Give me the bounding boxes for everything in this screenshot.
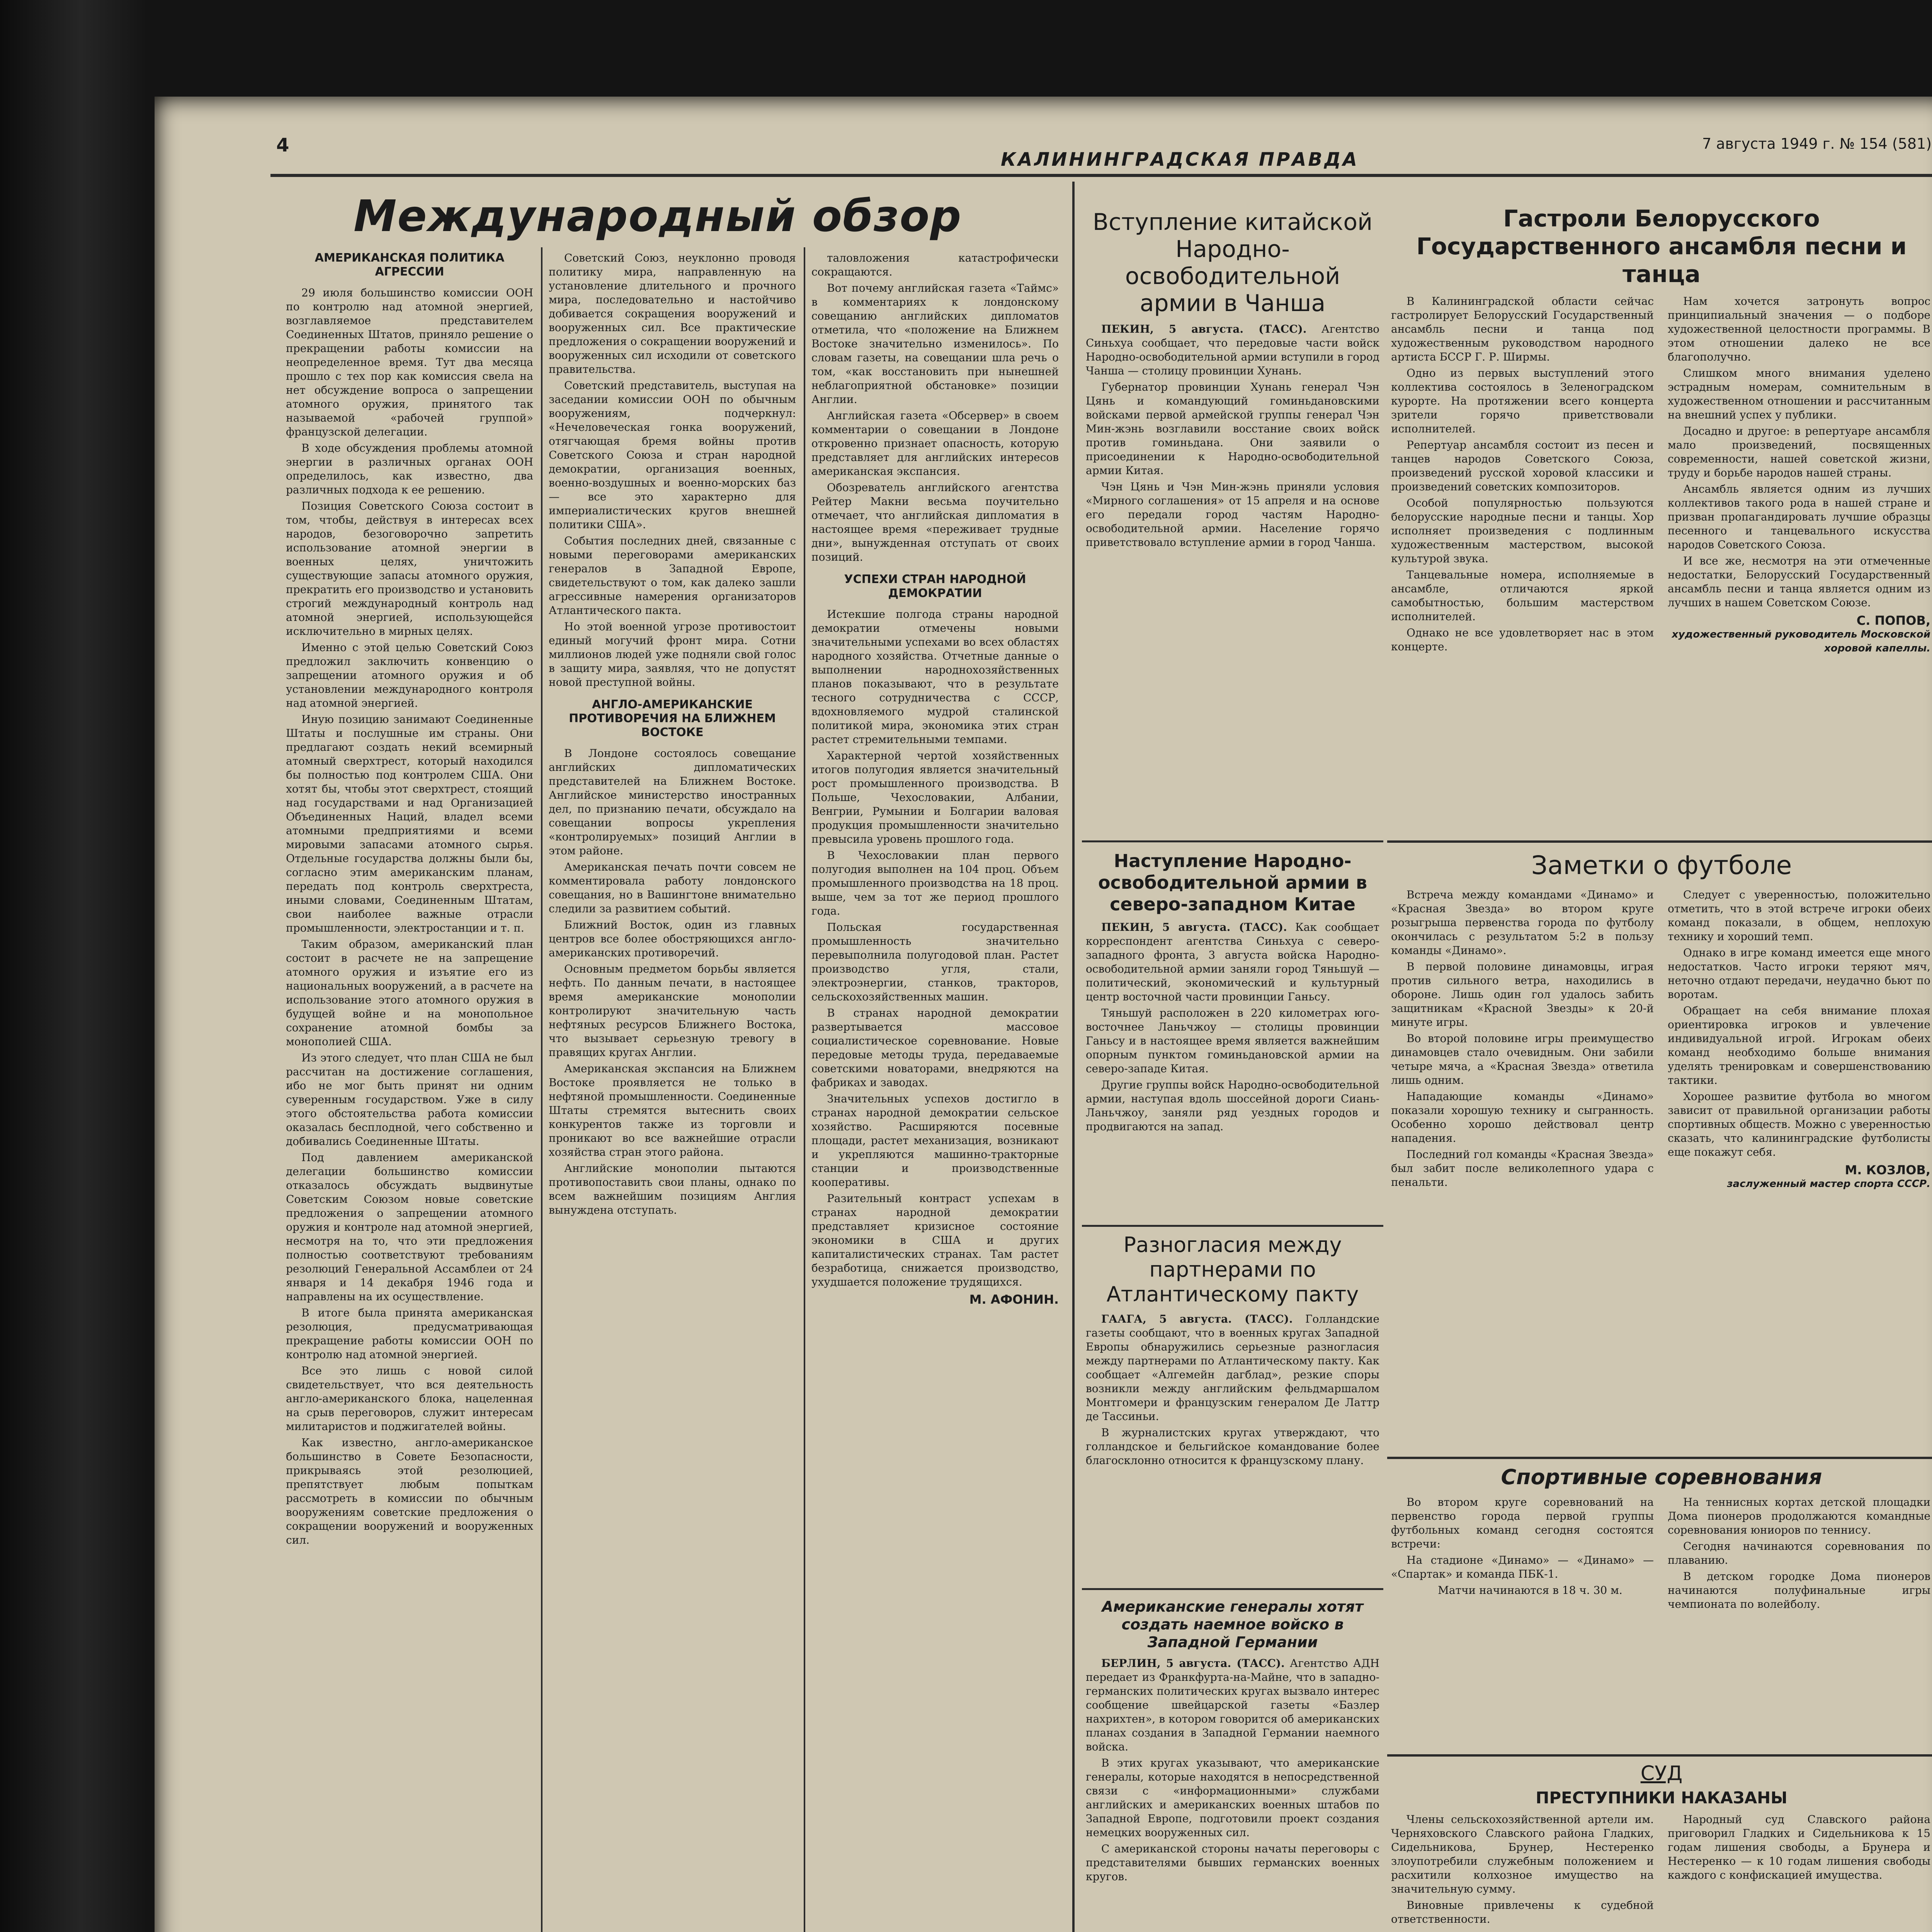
court-body-1: Члены сельскохозяйственной артели им. Черняховского Славского района Гладких, Сидельникова, Брунер, Нестеренко злоупотребили служебным положением и расхитили колхозное имущество на значительную сумму. Виновные привлечены к судебной ответственности.: [1391, 1813, 1654, 1925]
football-title: Заметки о футболе: [1531, 850, 1792, 880]
review-body-3: В Лондоне состоялось совещание английских дипломатических представителей на Ближнем Востоке. Английское министерство иностранных дел, по признанию печати, обсуждало на совещании вопросы укрепления «контролируемых» позиций Англии в этом районе. Американская печать почти совсем не комментировала работу лондонского совещания, но в Вашингтоне внимательно следили за развитием событий. Ближний Восток, один из главных центров все более обостряющихся англо-американских противоречий. Основным предметом борьбы является нефть. По данным печати, в настоящее время американские монополии контролируют значительную часть нефтяных ресурсов Ближнего Востока, что вызывает серьезную тревогу в правящих кругах Англии. Американская экспансия на Ближнем Востоке проявляется не только в нефтяной промышленности. Соединенные Штаты стремятся вытеснить своих конкурентов также из торговли и проникают во все важнейшие отрасли хозяйства стран этого района. Английские монополии пытаются противопоставить свои планы, однако по всем важнейшим позициям Англия вынуждена отступать.: [549, 747, 796, 1216]
football-author: М. КОЗЛОВ,: [1845, 1163, 1930, 1177]
football-body-1: Встреча между командами «Динамо» и «Красная Звезда» во втором круге розыгрыша первенства города по футболу окончилась с результатом 5:2 в пользу команды «Динамо». В первой половине динамовцы, играя против сильного ветра, находились в обороне. Лишь один гол удалось забить защитникам «Красной Звезды» к 20-й минуте игры. Во второй половине игры преимущество динамовцев стало очевидным. Они забили четыре мяча, а «Красная Звезда» ответила лишь одним. Нападающие команды «Динамо» показали хорошую технику и сыгранность. Особенно хорошо действовал центр нападения. Последний гол команды «Красная Звезда» был забит после великолепного удара с пенальти.: [1391, 888, 1654, 1189]
court-article: [1391, 1762, 1932, 1929]
football-body-2: Следует с уверенностью, положительно отметить, что в этой встрече игроки обеих команд показали, в общем, неплохую технику и хороший темп. Однако в игре команд имеется еще много недостатков. Часто игроки теряют мяч, неточно отдают передачи, неудачно бьют по воротам. Обращает на себя внимание плохая ориентировка игроков и увлечение индивидуальной игрой. Игрокам обеих команд необходимо больше внимания уделять тренировкам и совершенствованию тактики. Хорошее развитие футбола во многом зависит от правильной организации работы спортивных обществ. Можно с уверенностью сказать, что калининградские футболисты еще покажут себя. М. КОЗЛОВ, заслуженный мастер спорта СССР.: [1668, 888, 1930, 1192]
belarus-body-2: Нам хочется затронуть вопрос принципиальный значения — о подборе художественной целостности программы. В этом отношении далеко не все благополучно. Слишком много внимания уделено эстрадным номерам, сомнительным в художественном отношении и рассчитанным на внешний успех у публики. Досадно и другое: в репертуаре ансамбля мало произведений, посвященных современности, нашей советской жизни, труду и борьбе народов нашей страны. Ансамбль является одним из лучших коллективов такого рода в нашей стране и призван пропагандировать лучшие образцы песенного и танцевального искусства народов Советского Союза. И все же, несмотря на эти отмеченные недостатки, Белорусский Государственный ансамбль песни и танца является одним из лучших в нашем Советском Союзе. С. ПОПОВ, художественный руководитель Московской хоровой капеллы.: [1668, 294, 1930, 656]
issue-date: 7 августа 1949 г. № 154 (581): [1702, 135, 1932, 152]
review-body-1: 29 июля большинство комиссии ООН по контролю над атомной энергией, возглавляемое представителем Соединенных Штатов, приняло решение о прекращении работы комиссии на неопределенное время. Тут два месяца прошло с тех пор как комиссия свела на нет обсуждение вопроса о запрещении атомного оружия, принятого так называемой «рабочей группой» французской делегации. В ходе обсуждения проблемы атомной энергии в различных органах ООН определилось, как известно, два различных подхода к ее решению. Позиция Советского Союза состоит в том, чтобы, действуя в интересах всех народов, безоговорочно запретить использование атомной энергии в военных целях, уничтожить существующие запасы атомного оружия, прекратить его производство и установить строгий международный контроль над атомной энергией, использующейся исключительно в мирных целях. Именно с этой целью Советский Союз предложил заключить конвенцию о запрещении атомного оружия и об установлении международного контроля над атомной энергией. Иную позицию занимают Соединенные Штаты и послушные им страны. Они предлагают создать некий всемирный атомный сверхтрест, который находился бы полностью под контролем США. Они хотят бы, чтобы этот сверхтрест, стоящий над государствами и над Организацией Объединенных Наций, владел всеми атомными предприятиями и всеми мировыми запасами атомного сырья. Отдельные государства должны были бы, согласно этим американским планам, передать под контроль сверхтреста, иными словами, Соединенным Штатам, свои наиболее важные отрасли промышленности, электростанции и т. п. Таким образом, американский план состоит в расчете не на запрещение атомного оружия и изъятие его из национальных вооружений, а в расчете на использование этого атомного оружия в будущей войне и на монопольное сохранение атомной бомбы за монополией США. Из этого следует, что план США не был рассчитан на достижение соглашения, ибо не мог быть принят ни одним суверенным государством. Уже в силу этого обстоятельства работа комиссии оказалась бесплодной, чего собственно и добивались Соединенные Штаты. Под давлением американской делегации большинство комиссии отказалось обсуждать выдвинутые Советским Союзом новые советские предложения о запрещении атомного оружия и контроле над атомной энергией, несмотря на то, что эти предложения полностью соответствуют требованиям резолюций Генеральной Ассамблеи от 24 января и 14 декабря 1946 года и направлены на их осуществление. В итоге была принята американская резолюция, предусматривающая прекращение работы комиссии ООН по контролю над атомной энергией. Все это лишь с новой силой свидетельствует, что вся деятельность англо-американского блока, нацеленная на срыв переговоров, служит интересам милитаристов и поджигателей войны. Как известно, англо-американское большинство в Совете Безопасности, прикрываясь этой резолюцией, препятствует любым попыткам рассмотреть в комиссии по обычным вооружениям советские предложения о сокращении вооружений и вооруженных сил.: [286, 286, 533, 1546]
china-northwest-title: Наступление Народно-освободительной армии в северо-западном Китае: [1098, 850, 1367, 915]
china-chansha-article: [1086, 209, 1379, 552]
court-title: ПРЕСТУПНИКИ НАКАЗАНЫ: [1536, 1788, 1787, 1807]
football-article: [1391, 850, 1932, 1192]
china-chansha-dateline: ПЕКИН, 5 августа. (ТАСС).: [1101, 323, 1307, 335]
generals-article: [1086, 1598, 1379, 1886]
rule-china2: [1082, 840, 1383, 842]
review-body-4: таловложения катастрофически сокращаются. Вот почему английская газета «Таймс» в комментариях к лондонскому совещанию английских дипломатов отметила, что «положение на Ближнем Востоке значительно изменилось». По словам газеты, на совещании шла речь о том, «как восстановить при нынешней неблагоприятной обстановке» позиции Англии. Английская газета «Обсервер» в своем комментарии о совещании в Лондоне откровенно признает опасность, которую представляет для английских интересов американская экспансия. Обозреватель английского агентства Рейтер Макни весьма поучительно отмечает, что английская дипломатия в настоящее время «переживает трудные дни», вынужденная отступать от своих позиций.: [811, 252, 1059, 563]
header-rule: [270, 174, 1932, 177]
court-body-2: Народный суд Славского района приговорил Гладких и Сидельникова к 15 годам лишения свободы, а Брунера и Нестеренко — к 10 годам лишения свободы каждого с конфискацией имущества.: [1668, 1813, 1930, 1881]
belarus-title: Гастроли Белорусского Государственного ансамбля песни и танца: [1416, 205, 1907, 288]
review-title: Международный обзор: [354, 191, 962, 242]
sports-body-1: Во втором круге соревнований на первенство города первой группы футбольных команд сегодня состоятся встречи: На стадионе «Динамо» — «Динамо» — «Спартак» и команда ПБК-1. Матчи начинаются в 18 ч. 30 м.: [1391, 1496, 1654, 1597]
page-binding: [0, 0, 147, 1932]
atlantic-dateline: ГААГА, 5 августа. (ТАСС).: [1101, 1313, 1293, 1325]
generals-title: Американские генералы хотят создать наемное войско в Западной Германии: [1102, 1598, 1364, 1651]
review-subhead-2: АНГЛО-АМЕРИКАНСКИЕ ПРОТИВОРЕЧИЯ НА БЛИЖНЕМ ВОСТОКЕ: [569, 698, 776, 739]
generals-body: БЕРЛИН, 5 августа. (ТАСС). Агентство АДН передает из Франкфурта-на-Майне, что в западно-германских политических кругах вызвало интерес сообщение швейцарской газеты «Базлер нахрихтен», в котором говорится об американских планах создания в Западной Германии наемного войска. В этих кругах указывают, что американские генералы, которые находятся в непосредственной связи с «информационными» службами английских и американских военных штабов по Западной Европе, подготовили проект создания немецких вооруженных сил. С американской стороны начаты переговоры с представителями бывших германских военных кругов.: [1086, 1657, 1380, 1883]
atlantic-title: Разногласия между партнерами по Атлантическому пакту: [1106, 1233, 1359, 1306]
sports-article: [1391, 1464, 1932, 1614]
sports-title: Спортивные соревнования: [1501, 1465, 1822, 1489]
rule-generals: [1082, 1588, 1383, 1590]
belarus-body-1: В Калининградской области сейчас гастролирует Белорусский Государственный ансамбль песни и танца под художественным руководством народного артиста БССР Г. Р. Ширмы. Одно из первых выступлений этого коллектива состоялось в Зеленоградском курорте. На протяжении всего концерта зрители горячо приветствовали исполнителей. Репертуар ансамбля состоит из песен и танцев народов Советского Союза, произведений русской хоровой классики и произведений советских композиторов. Особой популярностью пользуются белорусские народные песни и танцы. Хор исполняет произведения с подлинным художественным мастерством, высокой культурой звука. Танцевальные номера, исполняемые в ансамбле, отличаются яркой самобытностью, большим мастерством исполнителей. Однако не все удовлетворяет нас в этом концерте.: [1391, 295, 1654, 653]
rule-football: [1387, 840, 1932, 843]
review-subhead-3: УСПЕХИ СТРАН НАРОДНОЙ ДЕМОКРАТИИ: [844, 573, 1026, 600]
review-col-1: [286, 251, 533, 1549]
football-author-role: заслуженный мастер спорта СССР.: [1727, 1178, 1930, 1190]
rule-sports: [1387, 1457, 1932, 1459]
review-body-2: Советский Союз, неуклонно проводя политику мира, направленную на установление длительного и прочного мира, последовательно и настойчиво добивается сокращения вооружений и вооруженных сил. Все практические предложения о сокращении вооружений и вооруженных сил исходили от советского правительства. Советский представитель, выступая на заседании комиссии ООН по обычным вооружениям, подчеркнул: «Нечеловеческая гонка вооружений, отягчающая бремя войны против Советского Союза и стран народной демократии, организация военных, военно-воздушных и военно-морских баз — все это характерно для империалистических кругов внешней политики США». События последних дней, связанные с новыми переговорами американских генералов в Западной Европе, свидетельствуют о том, как далеко зашли агрессивные намерения организаторов Атлантического пакта. Но этой военной угрозе противостоит единый могучий фронт мира. Сотни миллионов людей уже подняли свой голос в защиту мира, заявляя, что не допустят новой преступной войны.: [549, 252, 796, 689]
china-northwest-dateline: ПЕКИН, 5 августа. (ТАСС).: [1101, 921, 1287, 934]
china-chansha-title: Вступление китайской Народно-освободительной армии в Чанша: [1092, 209, 1373, 317]
masthead: КАЛИНИНГРАДСКАЯ ПРАВДА: [1001, 149, 1359, 170]
belarus-article: [1391, 205, 1932, 656]
rule-atlantic: [1082, 1225, 1383, 1227]
review-col-3: [811, 251, 1059, 1307]
china-northwest-body: ПЕКИН, 5 августа. (ТАСС). Как сообщает корреспондент агентства Синьхуа с северо-западного фронта, 3 августа войска Народно-освободительной армии заняли город Тяньшуй — политический, экономический и культурный центр восточной части провинции Ганьсу. Тяньшуй расположен в 220 километрах юго-восточнее Ланьчжоу — столицы провинции Ганьсу и в настоящее время является важнейшим опорным пунктом гоминьдановской армии на северо-западе Китая. Другие группы войск Народно-освободительной армии, наступая вдоль шоссейной дороги Сиань-Ланьчжоу, заняли ряд уездных городов и продвигаются на запад.: [1086, 921, 1380, 1133]
china-chansha-body: ПЕКИН, 5 августа. (ТАСС). Агентство Синьхуа сообщает, что передовые части войск Народно-освободительной армии вступили в город Чанша — столицу провинции Хунань. Губернатор провинции Хунань генерал Чэн Цянь и командующий гоминьдановскими войсками первой армейской группы генерал Чэн Мин-жэнь возглавили восстание своих войск против гоминьдана. Они заявили о присоединении к Народно-освободительной армии Китая. Чэн Цянь и Чэн Мин-жэнь приняли условия «Мирного соглашения» от 15 апреля и на основе его передали город частям Народно-освободительной армии. Население горячо приветствовало вступление армии в город Чанша.: [1086, 323, 1379, 549]
belarus-author: С. ПОПОВ,: [1856, 613, 1930, 628]
review-author: М. АФОНИН.: [969, 1292, 1059, 1307]
sports-body-2: На теннисных кортах детской площадки Дома пионеров продолжаются командные соревнования юниоров по теннису. Сегодня начинаются соревнования по плаванию. В детском городке Дома пионеров начинаются полуфинальные игры чемпионата по волейболу.: [1668, 1496, 1930, 1611]
china-northwest-article: [1086, 850, 1379, 1136]
review-body-5: Истекшие полгода страны народной демократии отмечены новыми значительными успехами во всех областях народного хозяйства. Отчетные данные о выполнении народнохозяйственных планов показывают, что в результате тесного сотрудничества с СССР, вдохновляемого мудрой сталинской политикой мира, экономика этих стран растет стремительными темпами. Характерной чертой хозяйственных итогов полугодия является значительный рост промышленного производства. В Польше, Чехословакии, Албании, Венгрии, Румынии и Болгарии валовая продукция промышленности значительно превысила уровень прошлого года. В Чехословакии план первого полугодия выполнен на 104 проц. Объем промышленного производства на 18 проц. выше, чем за тот же период прошлого года. Польская государственная промышленность значительно перевыполнила полугодовой план. Растет производство угля, стали, электроэнергии, станков, тракторов, сельскохозяйственных машин. В странах народной демократии развертывается массовое социалистическое соревнование. Новые передовые методы труда, передаваемые советскими новаторами, внедряются на фабриках и заводах. Значительных успехов достигло в странах народной демократии сельское хозяйство. Расширяются посевные площади, растет механизация, возникают и укрепляются машинно-тракторные станции и производственные кооперативы. Разительный контраст успехам в странах народной демократии представляет кризисное состояние экономики в США и других капиталистических странах. Там растет безработица, снижается производство, ухудшается положение трудящихся.: [811, 608, 1059, 1288]
sports-match-time: Матчи начинаются в 18 ч. 30 м.: [1438, 1584, 1622, 1597]
col-rule-review-1: [541, 247, 543, 1932]
atlantic-body: ГААГА, 5 августа. (ТАСС). Голландские газеты сообщают, что в военных кругах Западной Европы обнаружились серьезные разногласия между партнерами по Атлантическому пакту. Как сообщает «Алгемейн дагблад», резкие споры возникли между английским фельдмаршалом Монтгомери и французским генералом Де Латтр де Тассиньи. В журналистских кругах утверждают, что голландское и бельгийское командование более благосклонно относится к французскому плану.: [1086, 1313, 1379, 1467]
atlantic-article: [1086, 1233, 1379, 1470]
court-rubric: СУД: [1640, 1762, 1683, 1785]
belarus-author-role: художественный руководитель Московской хоровой капеллы.: [1672, 629, 1930, 654]
generals-dateline: БЕРЛИН, 5 августа. (ТАСС).: [1101, 1657, 1285, 1670]
review-subhead-1: АМЕРИКАНСКАЯ ПОЛИТИКА АГРЕССИИ: [315, 251, 505, 279]
rule-court: [1387, 1754, 1932, 1757]
col-rule-china: [1072, 182, 1075, 1932]
review-col-2: [549, 251, 796, 1219]
col-rule-review-2: [804, 247, 805, 1932]
page-number: 4: [276, 134, 289, 156]
